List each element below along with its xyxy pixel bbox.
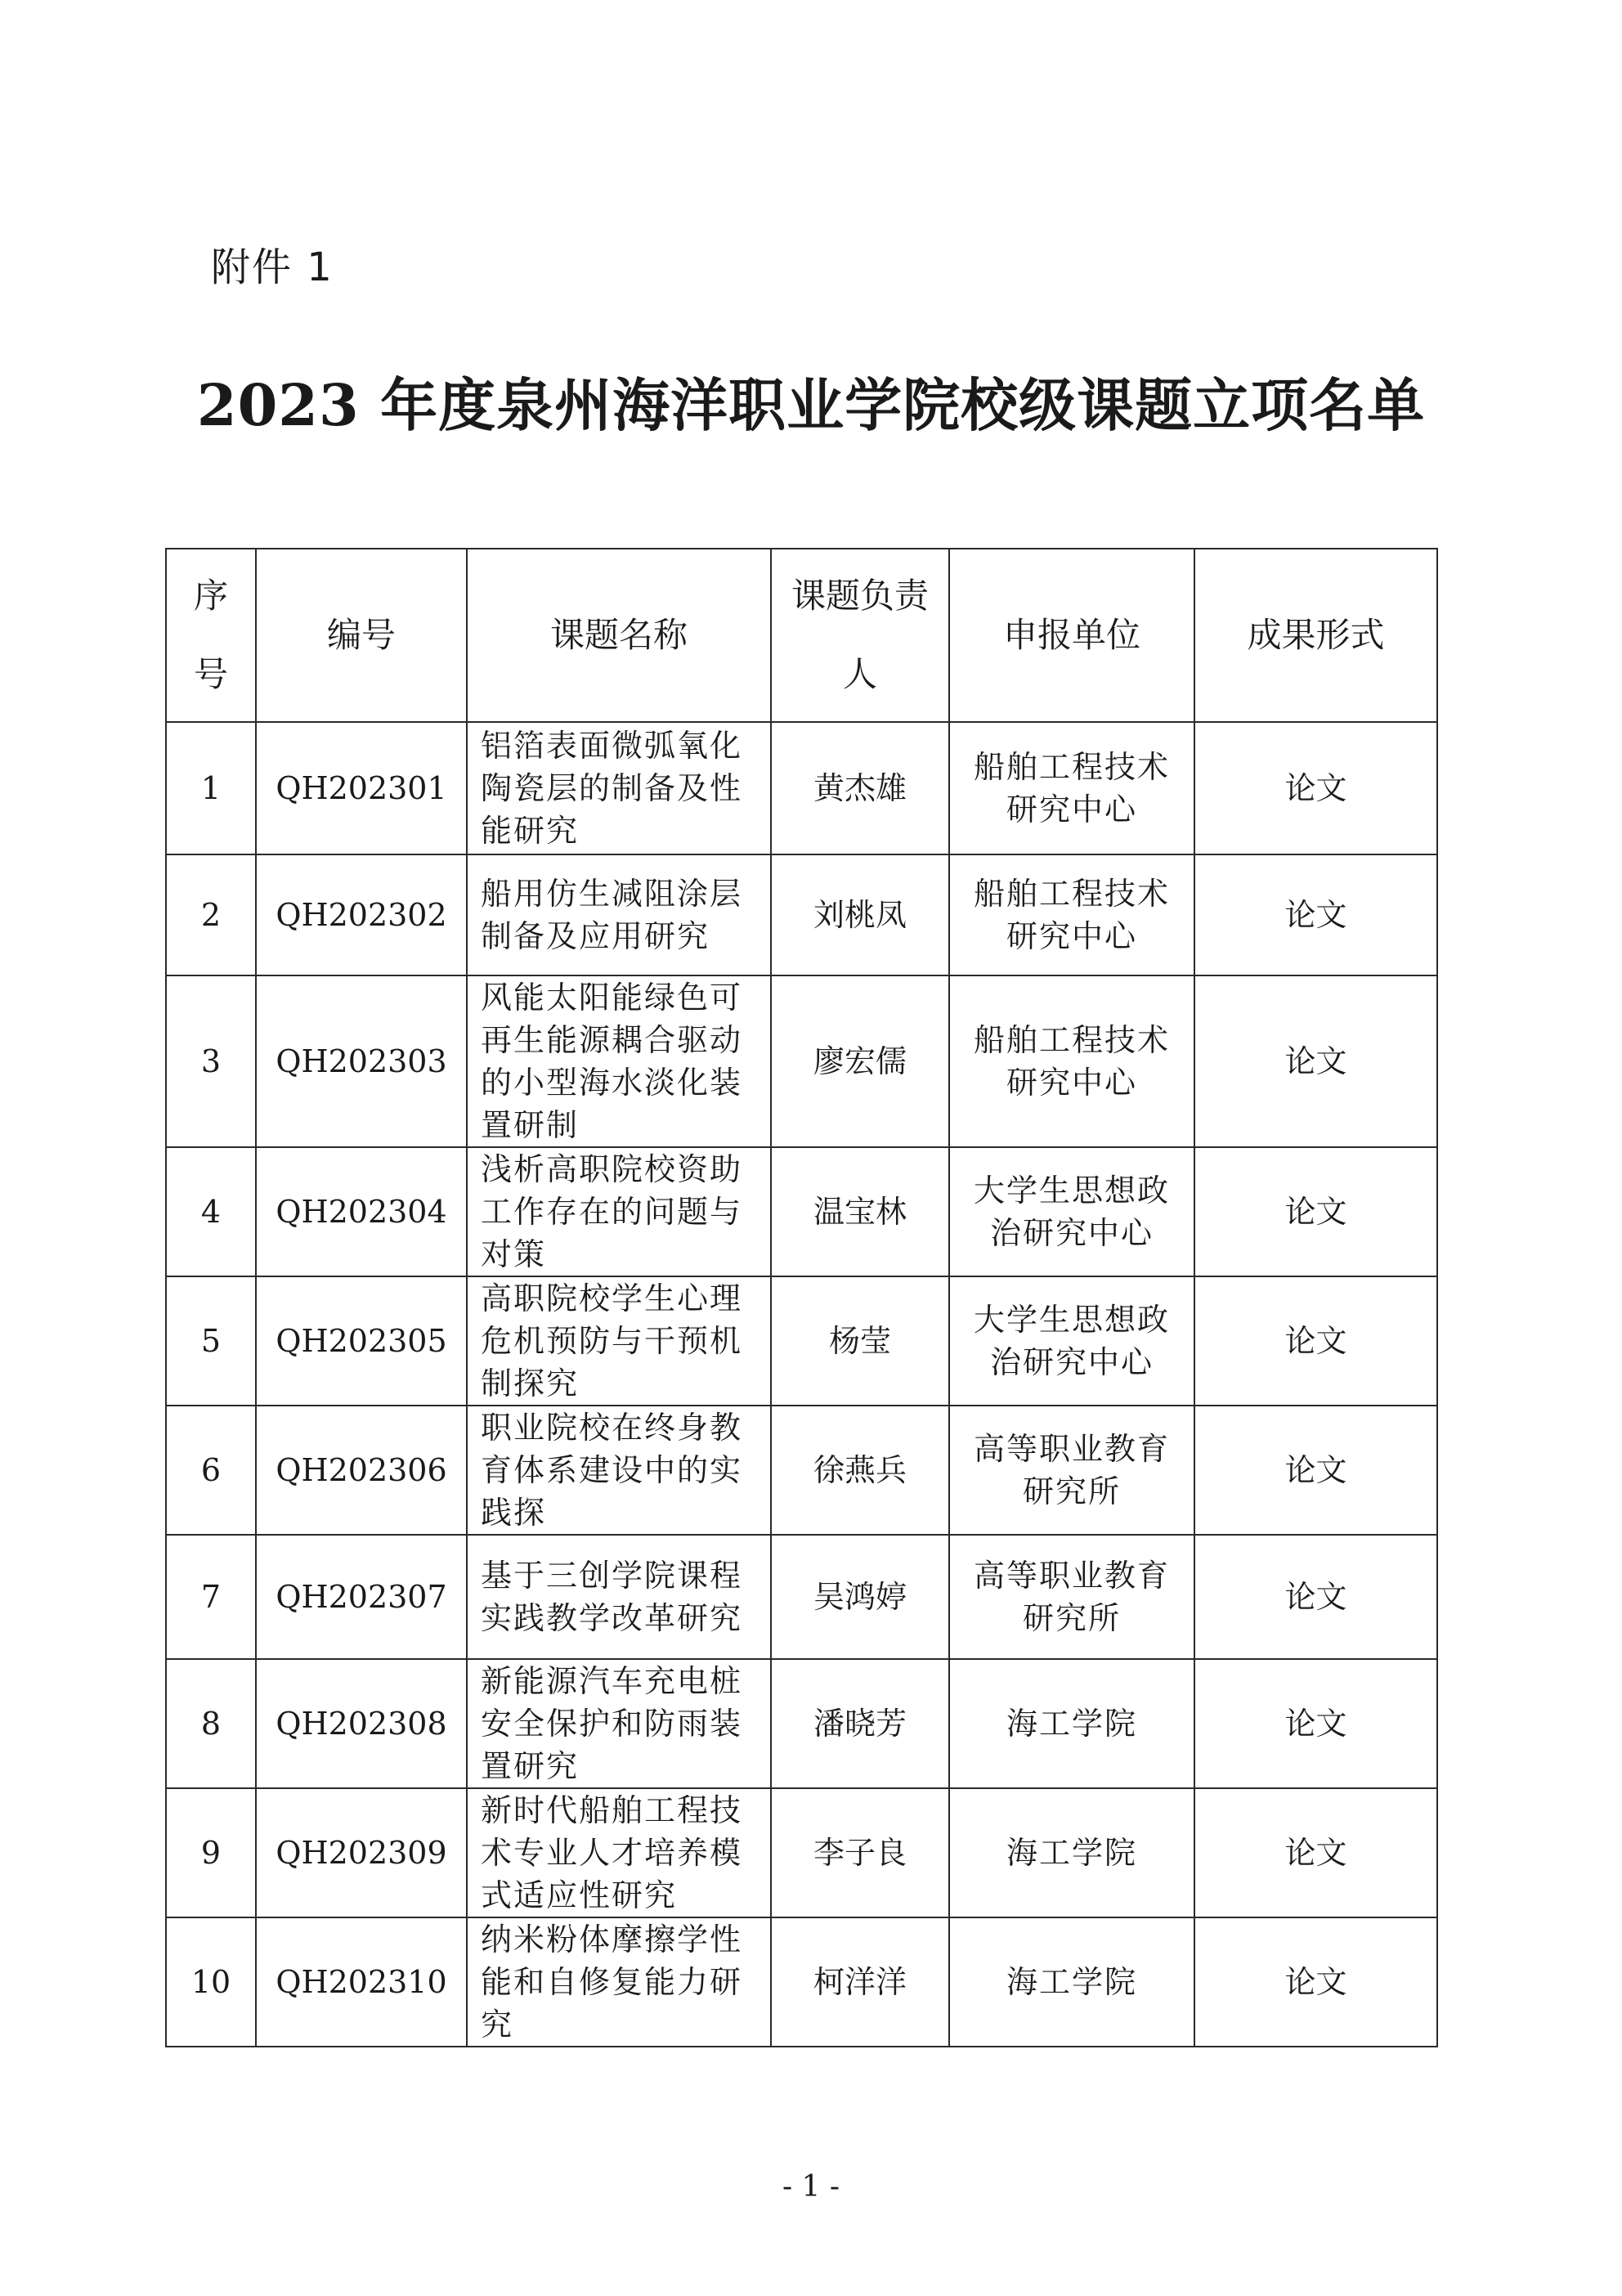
header-leader: 课题负责人	[771, 549, 949, 722]
cell-code: QH202306	[256, 1406, 467, 1535]
cell-result: 论文	[1194, 1659, 1437, 1788]
table-row	[166, 1788, 1437, 1917]
cell-seq: 3	[166, 975, 256, 1147]
header-name: 课题名称	[467, 549, 771, 722]
cell-seq: 1	[166, 722, 256, 854]
table-row	[166, 1917, 1437, 2047]
cell-result: 论文	[1194, 1788, 1437, 1917]
cell-leader: 黄杰雄	[771, 722, 949, 854]
cell-result: 论文	[1194, 1147, 1437, 1276]
header-seq: 序号	[166, 549, 256, 722]
cell-seq: 10	[166, 1917, 256, 2047]
document-title: 2023 年度泉州海洋职业学院校级课题立项名单	[196, 371, 1426, 439]
table-header-row	[166, 549, 1437, 722]
cell-unit: 高等职业教育研究所	[949, 1406, 1194, 1535]
cell-seq: 7	[166, 1535, 256, 1659]
cell-code: QH202310	[256, 1917, 467, 2047]
cell-leader: 刘桃凤	[771, 854, 949, 975]
cell-result: 论文	[1194, 1535, 1437, 1659]
cell-result: 论文	[1194, 1276, 1437, 1406]
cell-code: QH202309	[256, 1788, 467, 1917]
cell-leader: 温宝林	[771, 1147, 949, 1276]
cell-leader: 吴鸿婷	[771, 1535, 949, 1659]
cell-name: 铝箔表面微弧氧化陶瓷层的制备及性能研究	[467, 722, 771, 854]
cell-seq: 5	[166, 1276, 256, 1406]
cell-leader: 徐燕兵	[771, 1406, 949, 1535]
cell-name: 纳米粉体摩擦学性能和自修复能力研究	[467, 1917, 771, 2047]
table-row	[166, 1276, 1437, 1406]
cell-code: QH202307	[256, 1535, 467, 1659]
table-row	[166, 1406, 1437, 1535]
table-row	[166, 854, 1437, 975]
header-code: 编号	[256, 549, 467, 722]
cell-name: 船用仿生减阻涂层制备及应用研究	[467, 854, 771, 975]
cell-result: 论文	[1194, 1406, 1437, 1535]
cell-code: QH202301	[256, 722, 467, 854]
cell-seq: 4	[166, 1147, 256, 1276]
table-row	[166, 722, 1437, 854]
table-row	[166, 975, 1437, 1147]
cell-leader: 李子良	[771, 1788, 949, 1917]
cell-code: QH202305	[256, 1276, 467, 1406]
cell-name: 职业院校在终身教育体系建设中的实践探	[467, 1406, 771, 1535]
cell-seq: 6	[166, 1406, 256, 1535]
table-row	[166, 1535, 1437, 1659]
cell-result: 论文	[1194, 1917, 1437, 2047]
cell-name: 风能太阳能绿色可再生能源耦合驱动的小型海水淡化装置研制	[467, 975, 771, 1147]
cell-code: QH202304	[256, 1147, 467, 1276]
cell-leader: 廖宏儒	[771, 975, 949, 1147]
cell-seq: 2	[166, 854, 256, 975]
cell-code: QH202308	[256, 1659, 467, 1788]
project-list-table	[165, 548, 1438, 2047]
cell-name: 基于三创学院课程实践教学改革研究	[467, 1535, 771, 1659]
cell-leader: 杨莹	[771, 1276, 949, 1406]
page-number: - 1 -	[782, 2170, 840, 2204]
cell-unit: 海工学院	[949, 1659, 1194, 1788]
cell-unit: 海工学院	[949, 1917, 1194, 2047]
attachment-label: 附件 1	[211, 244, 334, 290]
cell-unit: 船舶工程技术研究中心	[949, 722, 1194, 854]
header-unit: 申报单位	[949, 549, 1194, 722]
cell-unit: 海工学院	[949, 1788, 1194, 1917]
cell-name: 高职院校学生心理危机预防与干预机制探究	[467, 1276, 771, 1406]
cell-leader: 潘晓芳	[771, 1659, 949, 1788]
cell-name: 浅析高职院校资助工作存在的问题与对策	[467, 1147, 771, 1276]
cell-unit: 高等职业教育研究所	[949, 1535, 1194, 1659]
cell-code: QH202302	[256, 854, 467, 975]
table-row	[166, 1659, 1437, 1788]
table-row	[166, 1147, 1437, 1276]
header-result: 成果形式	[1194, 549, 1437, 722]
cell-result: 论文	[1194, 722, 1437, 854]
cell-code: QH202303	[256, 975, 467, 1147]
cell-unit: 船舶工程技术研究中心	[949, 975, 1194, 1147]
cell-unit: 大学生思想政治研究中心	[949, 1276, 1194, 1406]
cell-leader: 柯洋洋	[771, 1917, 949, 2047]
cell-seq: 9	[166, 1788, 256, 1917]
cell-name: 新能源汽车充电桩安全保护和防雨装置研究	[467, 1659, 771, 1788]
cell-seq: 8	[166, 1659, 256, 1788]
cell-result: 论文	[1194, 854, 1437, 975]
cell-unit: 大学生思想政治研究中心	[949, 1147, 1194, 1276]
cell-name: 新时代船舶工程技术专业人才培养模式适应性研究	[467, 1788, 771, 1917]
cell-unit: 船舶工程技术研究中心	[949, 854, 1194, 975]
cell-result: 论文	[1194, 975, 1437, 1147]
